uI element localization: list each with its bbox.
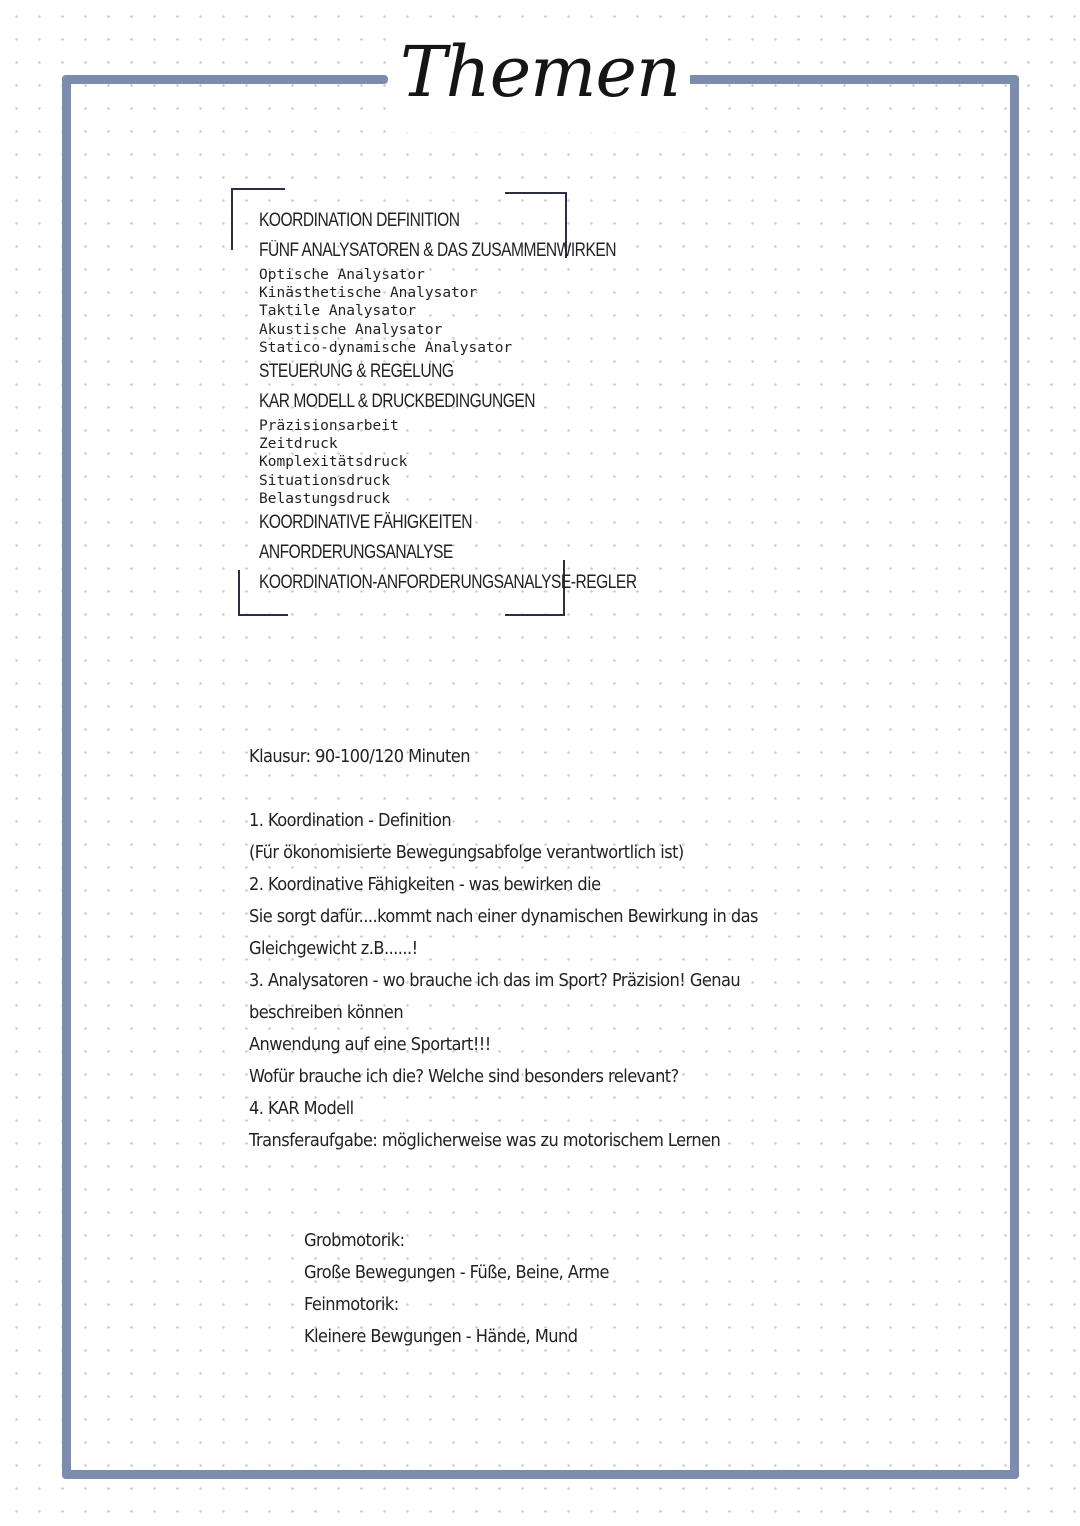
topic-subitem: Taktile Analysator: [259, 303, 417, 320]
frame-right-border: [1010, 75, 1019, 1479]
note-line: 2. Koordinative Fähigkeiten - was bewirken die: [249, 874, 601, 895]
note-line: Transferaufgabe: möglicherweise was zu motorischem Lernen: [249, 1130, 721, 1151]
note-line: Sie sorgt dafür....kommt nach einer dynamischen Bewirkung in das: [249, 906, 758, 927]
topic-subitem: Statico-dynamische Analysator: [259, 339, 513, 356]
topic-subitem: Optische Analysator: [259, 267, 425, 283]
note-line: Gleichgewicht z.B......!: [249, 938, 418, 959]
frame-top-right-border: [683, 75, 1019, 84]
frame-left-border: [62, 75, 71, 1479]
topic-heading: ANFORDERUNGSANALYSE: [259, 541, 453, 563]
note-line: 3. Analysatoren - wo brauche ich das im Sport? Präzision! Genau: [249, 970, 741, 991]
topics-list: [259, 206, 679, 598]
note-line: 1. Koordination - Definition: [249, 810, 452, 831]
note-line: Wofür brauche ich die? Welche sind besonders relevant?: [249, 1066, 679, 1087]
topic-heading: FÜNF ANALYSATOREN & DAS ZUSAMMENWIRKEN: [259, 240, 617, 261]
exam-notes: [249, 741, 809, 1157]
topic-heading: KOORDINATIVE FÄHIGKEITEN: [259, 511, 472, 533]
topic-subitem: Präzisionsarbeit: [259, 417, 399, 434]
topic-heading: STEUERUNG & REGELUNG: [259, 360, 454, 382]
motor-line: Feinmotorik:: [304, 1294, 399, 1315]
motor-line: Kleinere Bewgungen - Hände, Mund: [304, 1326, 578, 1347]
note-line: 4. KAR Modell: [249, 1098, 354, 1119]
topic-subitem: Belastungsdruck: [259, 490, 390, 507]
topic-subitem: Situationsdruck: [259, 472, 390, 489]
motor-skills-notes: [304, 1225, 704, 1353]
blank-line: [249, 773, 809, 805]
frame-top-left-border: [62, 75, 388, 84]
page-title: Themen: [390, 22, 690, 132]
note-line: beschreiben können: [249, 1002, 404, 1023]
note-line: (Für ökonomisierte Bewegungsabfolge verantwortlich ist): [249, 842, 684, 863]
topic-subitem: Zeitdruck: [259, 436, 338, 453]
topic-subitem: Akustische Analysator: [259, 321, 443, 338]
motor-line: Grobmotorik:: [304, 1230, 405, 1251]
motor-line: Große Bewegungen - Füße, Beine, Arme: [304, 1262, 609, 1283]
frame-bottom-border: [62, 1470, 1019, 1479]
exam-duration-line: Klausur: 90-100/120 Minuten: [249, 746, 470, 767]
topic-heading: KAR MODELL & DRUCKBEDINGUNGEN: [259, 390, 536, 412]
note-line: Anwendung auf eine Sportart!!!: [249, 1034, 491, 1055]
topic-heading: KOORDINATION-ANFORDERUNGSANALYSE-REGLER: [259, 571, 637, 593]
topic-heading: KOORDINATION DEFINITION: [259, 210, 460, 231]
topic-subitem: Kinästhetische Analysator: [259, 285, 478, 302]
topic-subitem: Komplexitätsdruck: [259, 454, 408, 471]
